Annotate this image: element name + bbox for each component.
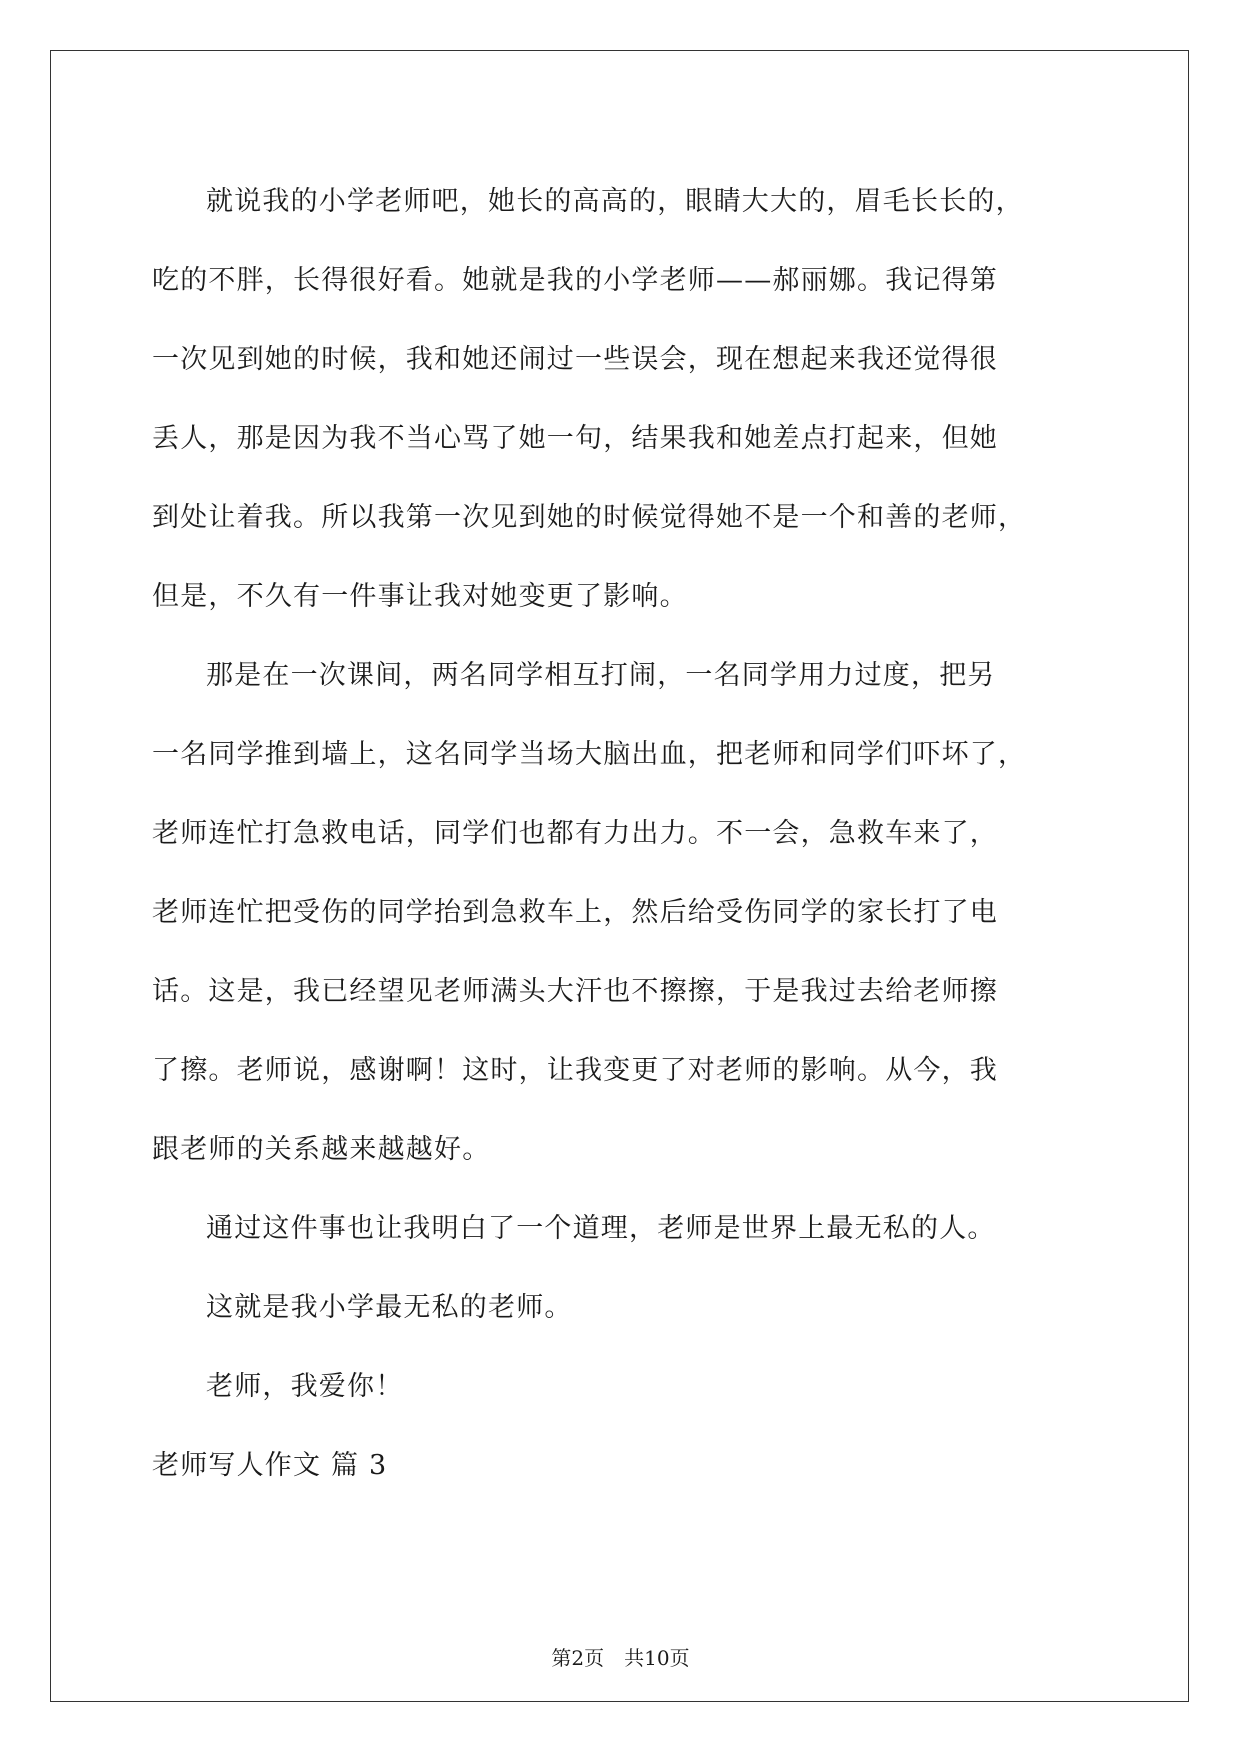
text-line: 一名同学推到墙上，这名同学当场大脑出血，把老师和同学们吓坏了，: [152, 739, 1027, 770]
text-line: 话。这是，我已经望见老师满头大汗也不擦擦，于是我过去给老师擦: [152, 976, 998, 1007]
paragraph-1: [152, 162, 1090, 636]
text-line: 就说我的小学老师吧，她长的高高的，眼睛大大的，眉毛长长的，: [206, 186, 1024, 217]
page-footer: 第2页 共10页: [551, 1646, 690, 1670]
section-heading: 老师写人作文 篇 3: [152, 1450, 388, 1481]
text-line: 通过这件事也让我明白了一个道理，老师是世界上最无私的人。: [206, 1213, 996, 1244]
text-line: 那是在一次课间，两名同学相互打闹，一名同学用力过度，把另: [206, 660, 996, 691]
document-body: [152, 162, 1090, 1505]
text-line: 了擦。老师说，感谢啊！这时，让我变更了对老师的影响。从今，我: [152, 1055, 998, 1086]
text-line: 老师连忙打急救电话，同学们也都有力出力。不一会，急救车来了，: [152, 818, 998, 849]
text-line: 吃的不胖，长得很好看。她就是我的小学老师——郝丽娜。我记得第: [152, 265, 998, 296]
text-line: 跟老师的关系越来越越好。: [152, 1134, 491, 1165]
text-line: 老师连忙把受伤的同学抬到急救车上，然后给受伤同学的家长打了电: [152, 897, 998, 928]
text-line: 老师，我爱你！: [206, 1371, 404, 1402]
text-line: 但是，不久有一件事让我对她变更了影响。: [152, 581, 688, 612]
paragraph-2: [152, 636, 1090, 1189]
text-line: 到处让着我。所以我第一次见到她的时候觉得她不是一个和善的老师，: [152, 502, 1027, 533]
paragraph-5: [152, 1347, 1090, 1426]
text-line: 一次见到她的时候，我和她还闹过一些误会，现在想起来我还觉得很: [152, 344, 998, 375]
paragraph-4: [152, 1268, 1090, 1347]
text-line: 这就是我小学最无私的老师。: [206, 1292, 573, 1323]
paragraph-3: [152, 1189, 1090, 1268]
text-line: 丢人，那是因为我不当心骂了她一句，结果我和她差点打起来，但她: [152, 423, 998, 454]
